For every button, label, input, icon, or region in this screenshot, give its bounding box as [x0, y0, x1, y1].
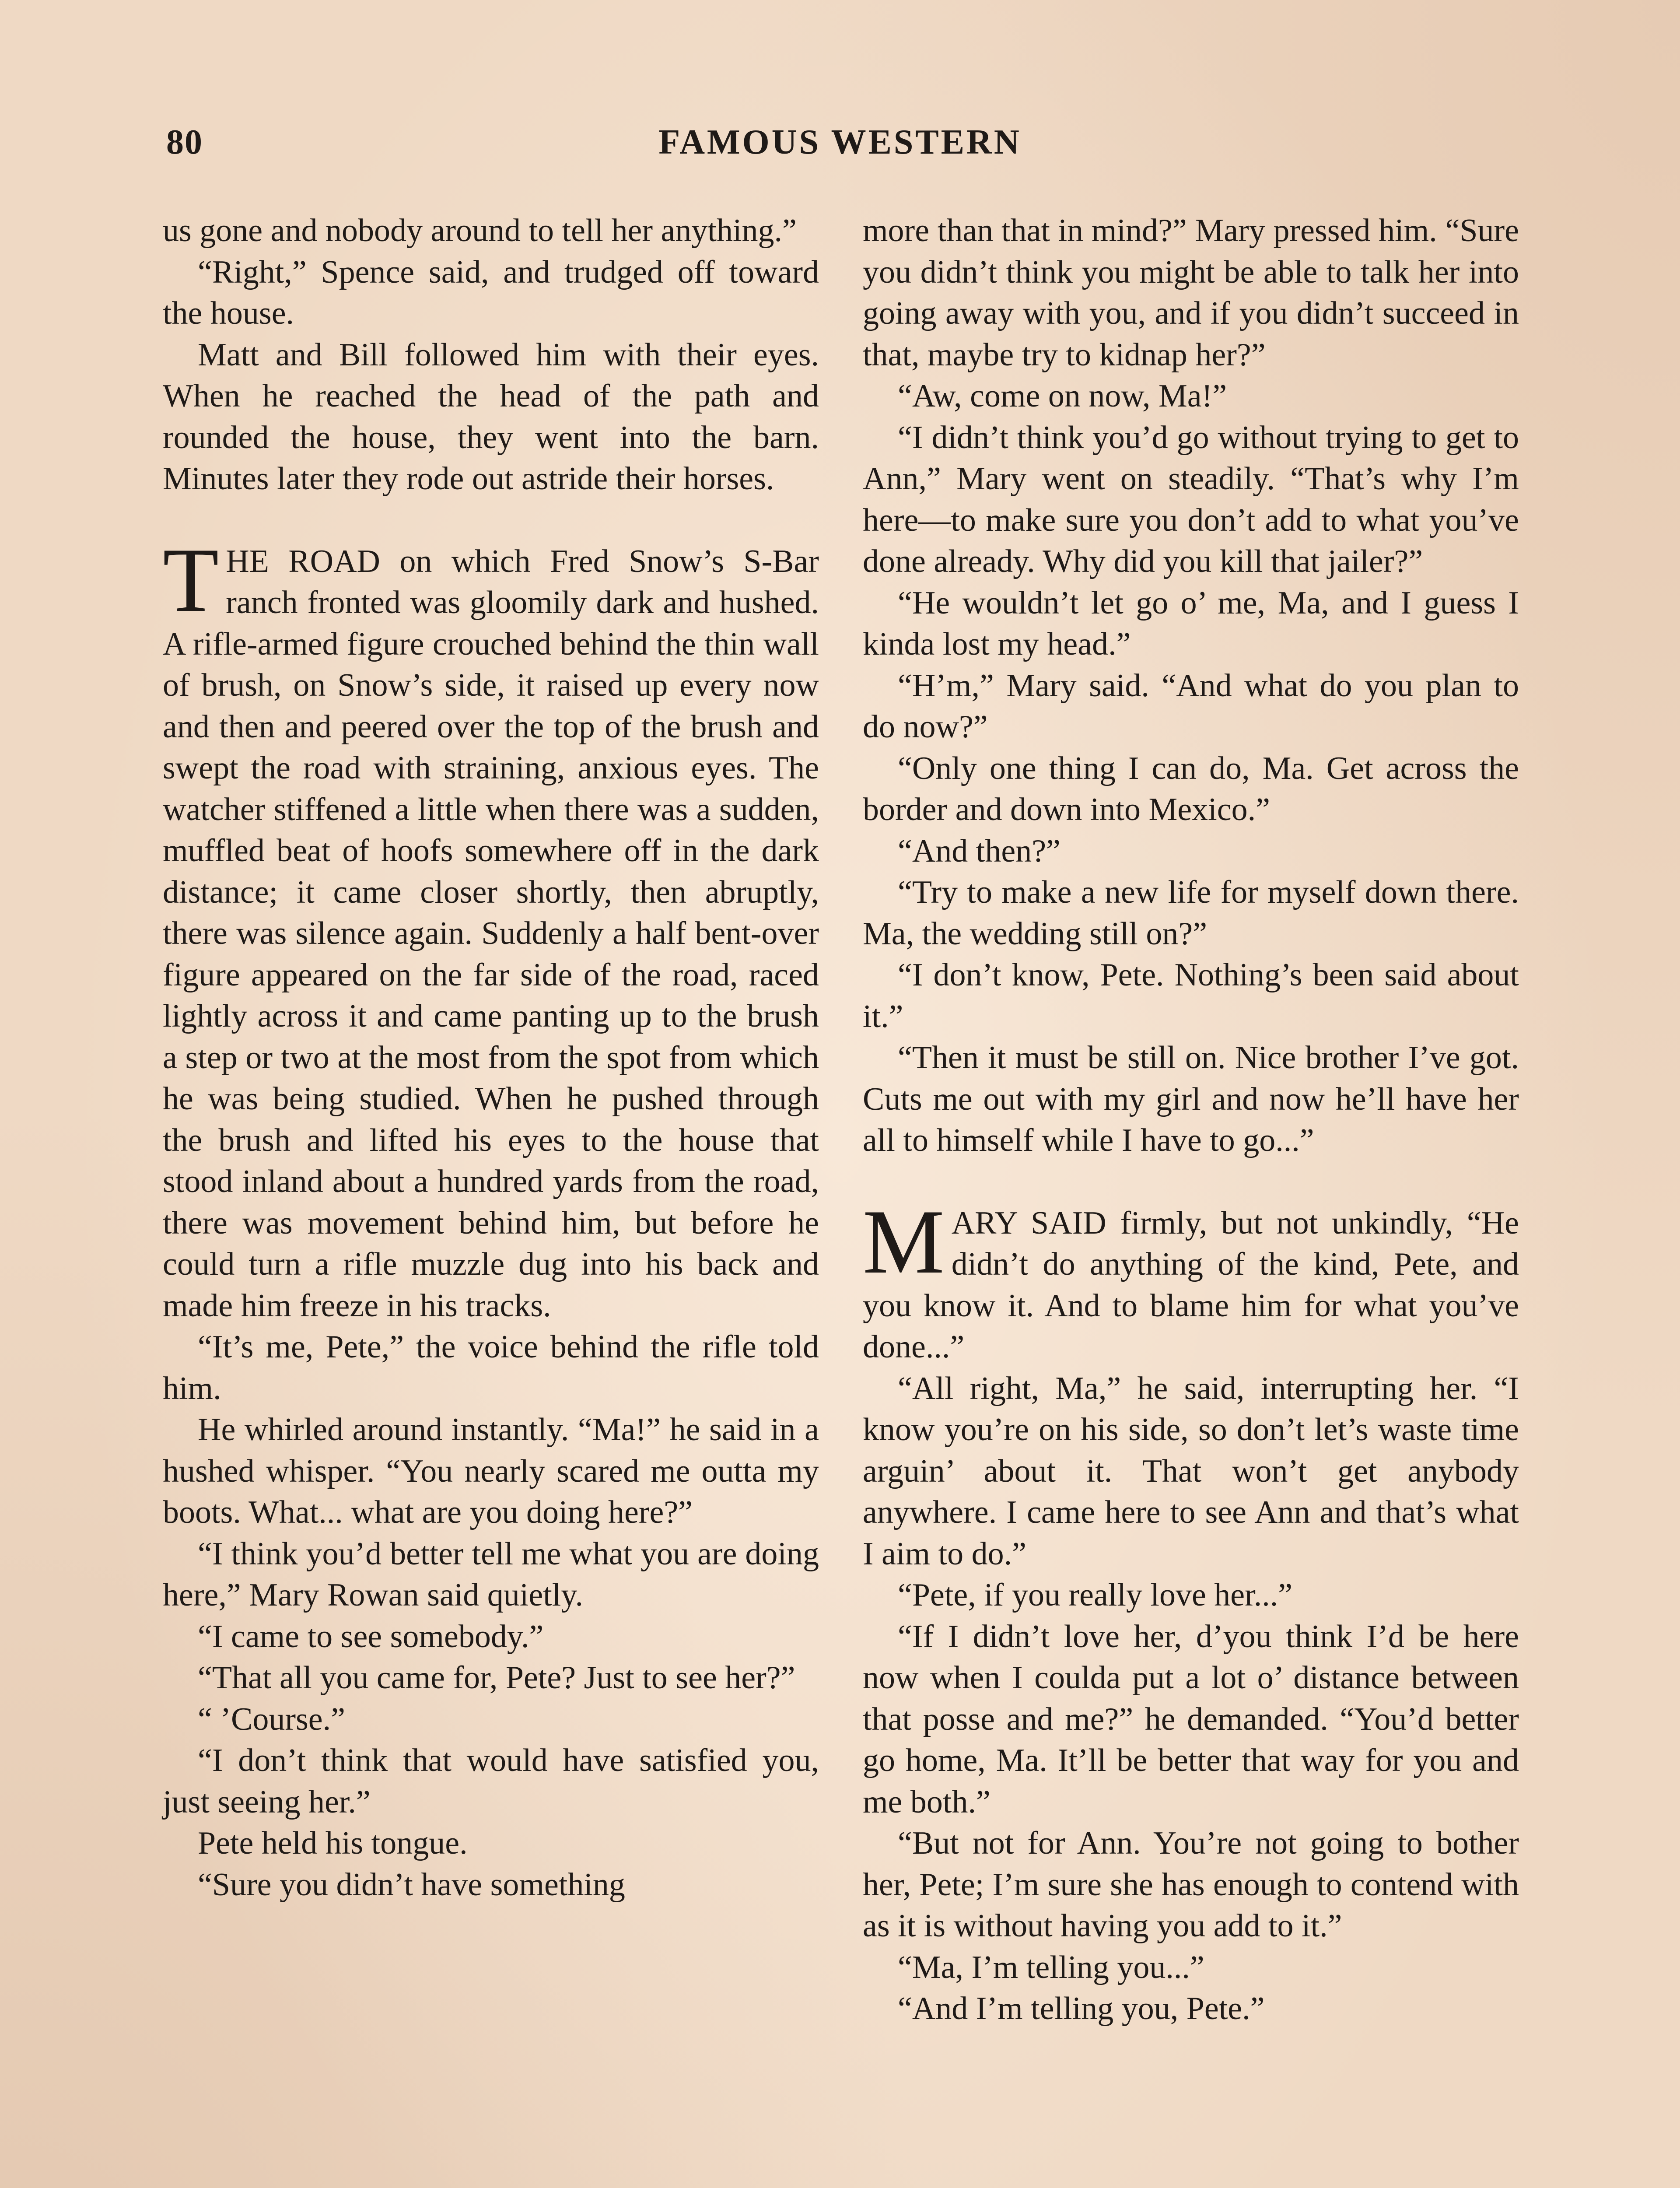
- paragraph: “I don’t know, Pete. Nothing’s been said about it.”: [863, 957, 1519, 1034]
- paragraph: “And I’m telling you, Pete.”: [898, 1991, 1265, 2027]
- paragraph: “If I didn’t love her, d’you think I’d be here now when I coulda put a lot o’ distance between that posse and me?” he demanded. “You’d better go home, Ma. It’ll be better that way for you and me both.”: [863, 1618, 1519, 1820]
- paragraph: “H’m,” Mary said. “And what do you plan to do now?”: [863, 667, 1519, 745]
- paragraph: “I didn’t think you’d go without trying to get to Ann,” Mary went on steadily. “That’s why I’m here—to make sure you don’t add to what you’ve done already. Why did you kill that jailer?”: [863, 419, 1519, 579]
- paragraph: more than that in mind?” Mary pressed him. “Sure you didn’t think you might be able to talk her into going away with you, and if you didn’t succeed in that, maybe try to kidnap her?”: [863, 213, 1519, 373]
- paragraph: “I came to see somebody.”: [198, 1618, 544, 1655]
- paragraph: Pete held his tongue.: [198, 1825, 468, 1861]
- page-header: [162, 123, 1518, 179]
- paragraph: us gone and nobody around to tell her anything.”: [163, 213, 797, 249]
- section-text: ARY SAID firmly, but not unkindly, “He didn’t do anything of the kind, Pete, and you know it. And to blame him for what you’ve done...”: [863, 1205, 1519, 1365]
- paragraph: “Then it must be still on. Nice brother I’ve got. Cuts me out with my girl and now he’ll have her all to himself while I have to go...”: [863, 1040, 1519, 1158]
- section-paragraph: [863, 1191, 1519, 1368]
- paragraph: “I don’t think that would have satisfied you, just seeing her.”: [163, 1743, 819, 1820]
- paragraph: Matt and Bill followed him with their eyes. When he reached the head of the path and rounded the house, they went into the barn. Minutes later they rode out astride their horses.: [163, 337, 819, 497]
- magazine-title: FAMOUS WESTERN: [658, 123, 1022, 161]
- page-number: 80: [166, 123, 203, 161]
- paragraph: “Only one thing I can do, Ma. Get across the border and down into Mexico.”: [863, 750, 1519, 828]
- paragraph: “I think you’d better tell me what you are doing here,” Mary Rowan said quietly.: [163, 1536, 819, 1613]
- left-column: [163, 210, 819, 1905]
- paragraph: “But not for Ann. You’re not going to bother her, Pete; I’m sure she has enough to contend with as it is without having you add to it.”: [863, 1825, 1519, 1944]
- section-text: HE ROAD on which Fred Snow’s S-Bar ranch fronted was gloomily dark and hushed. A rifle-armed figure crouched behind the thin wall of brush, on Snow’s side, it raised up every now and then and peered over the top of the brush and swept the road with straining, anxious eyes. The watcher stiffened a little when there was a sudden, muffled beat of hoofs somewhere off in the dark distance; it came closer shortly, then abruptly, there was silence again. Suddenly a half bent-over figure appeared on the far side of the road, raced lightly across it and came panting up to the brush a step or two at the most from the spot from which he was being studied. When he pushed through the brush and lifted his eyes to the house that stood inland about a hundred yards from the road, there was movement behind him, but before he could turn a rifle muzzle dug into his back and made him freeze in his tracks.: [163, 543, 819, 1324]
- paragraph: “Sure you didn’t have something: [198, 1866, 625, 1903]
- paragraph: He whirled around instantly. “Ma!” he said in a hushed whisper. “You nearly scared me outta my boots. What... what are you doing here?”: [163, 1412, 819, 1530]
- paragraph: “Ma, I’m telling you...”: [898, 1949, 1204, 1985]
- drop-cap: M: [863, 1191, 945, 1293]
- paragraph: “All right, Ma,” he said, interrupting her. “I know you’re on his side, so don’t let’s waste time arguin’ about it. That won’t get anybody anywhere. I came here to see Ann and that’s what I aim to do.”: [863, 1370, 1519, 1572]
- paragraph: “He wouldn’t let go o’ me, Ma, and I guess I kinda lost my head.”: [863, 585, 1519, 662]
- paragraph: “Right,” Spence said, and trudged off toward the house.: [163, 254, 819, 331]
- paragraph: “And then?”: [898, 833, 1060, 869]
- paragraph: “Pete, if you really love her...”: [898, 1577, 1293, 1613]
- paragraph: “That all you came for, Pete? Just to see her?”: [198, 1660, 795, 1696]
- paragraph: “Try to make a new life for myself down there. Ma, the wedding still on?”: [863, 874, 1519, 952]
- paragraph: “It’s me, Pete,” the voice behind the rifle told him.: [163, 1329, 819, 1406]
- paragraph: “Aw, come on now, Ma!”: [898, 378, 1227, 414]
- drop-cap: T: [163, 529, 219, 631]
- right-column: [863, 210, 1519, 2030]
- paragraph: “ ’Course.”: [198, 1701, 345, 1737]
- section-paragraph: [163, 529, 819, 1327]
